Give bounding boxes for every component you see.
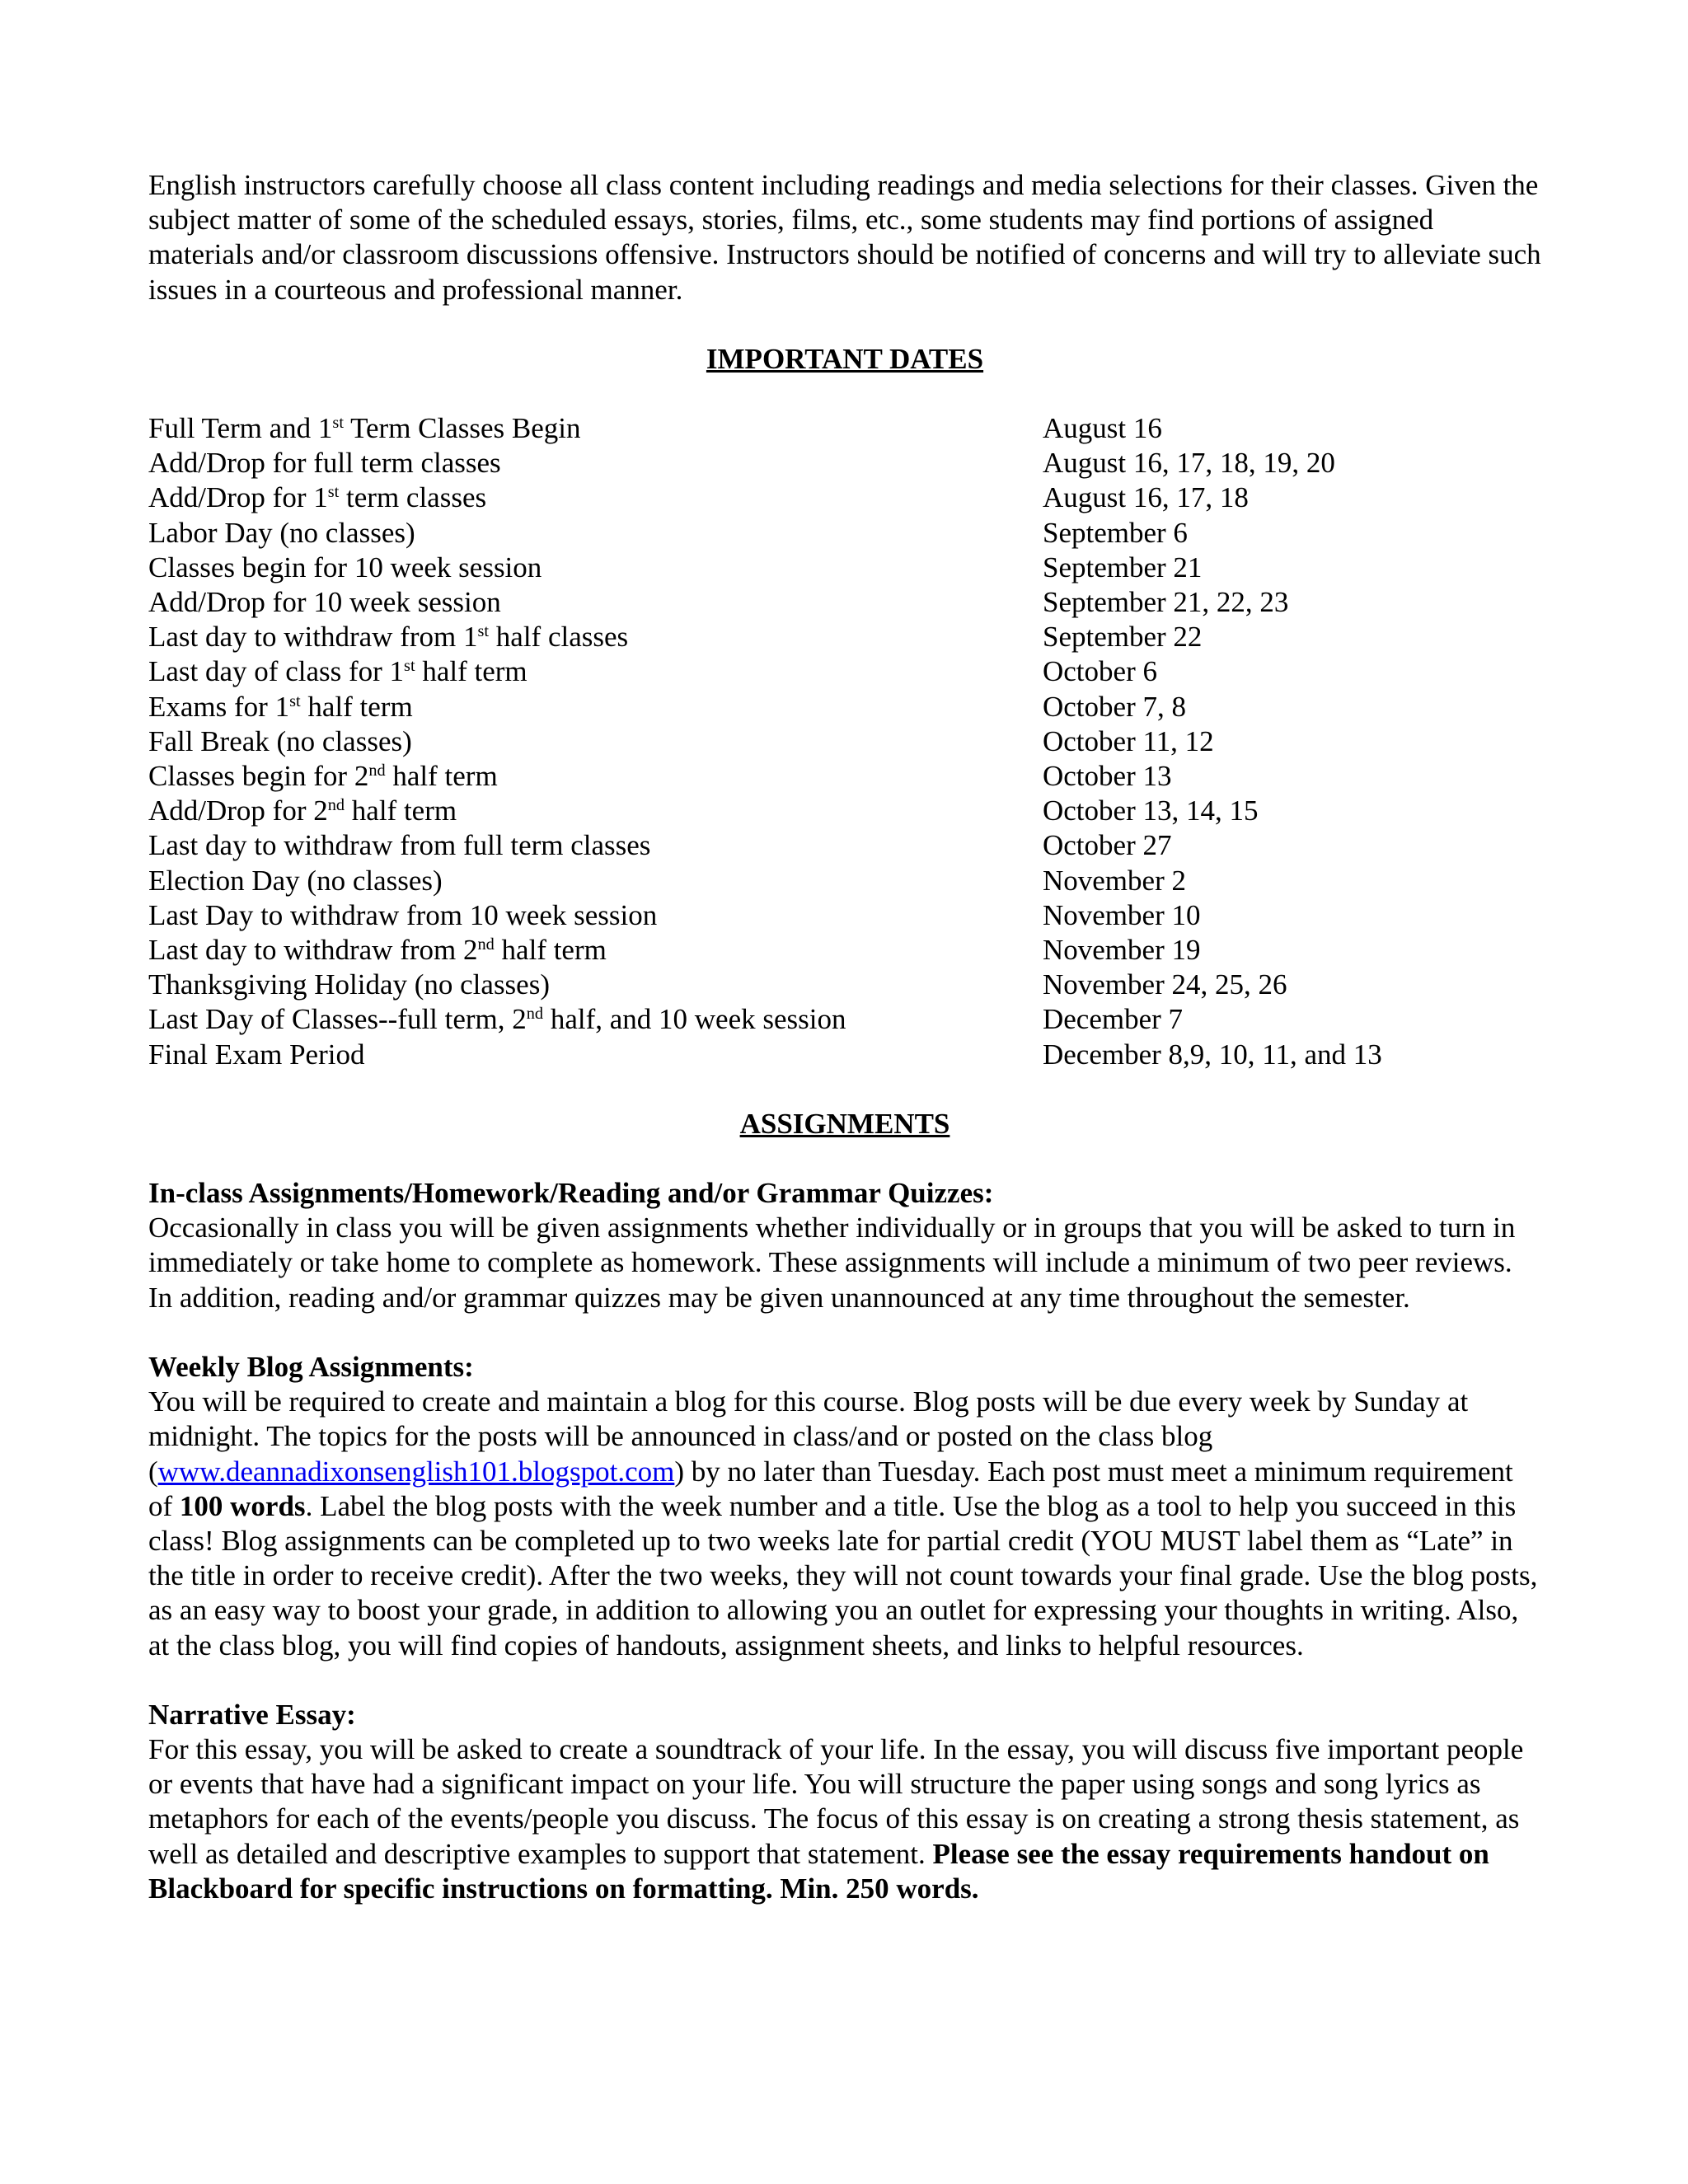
- ordinal-suffix: st: [327, 483, 340, 502]
- date-row: [148, 1038, 1541, 1072]
- date-event-text: Fall Break (no classes): [148, 724, 412, 757]
- date-event-text: Add/Drop for 10 week session: [148, 586, 501, 619]
- date-value: September 21, 22, 23: [1043, 586, 1289, 619]
- date-value: November 24, 25, 26: [1043, 968, 1287, 1001]
- blog-heading: Weekly Blog Assignments:: [148, 1350, 474, 1383]
- date-event-text-tail: Term Classes Begin: [343, 412, 581, 445]
- date-event-text: Labor Day (no classes): [148, 516, 415, 549]
- ordinal-suffix: st: [477, 622, 490, 641]
- date-event: [148, 516, 1043, 551]
- date-value: November 10: [1043, 898, 1201, 931]
- blog-text-part-3: . Label the blog posts with the week number and a title. Use the blog as a tool to help you succeed in this class! Blog assignments can be completed up to two weeks late for partial credit (YOU MUST label them as “Late” in the title in order to receive credit). After the two weeks, they will not count towards your final grade. Use the blog posts, as an easy way to boost your grade, in addition to allowing you an outlet for expressing your thoughts in writing. Also, at the class blog, you will find copies of handouts, assignment sheets, and links to helpful resources.: [148, 1489, 1538, 1661]
- date-row: [148, 620, 1541, 654]
- date-row: [148, 1002, 1541, 1037]
- date-value: August 16: [1043, 412, 1162, 445]
- date-row: [148, 933, 1541, 968]
- date-event-text: Add/Drop for 2: [148, 794, 328, 827]
- date-row: [148, 480, 1541, 515]
- narrative-requirements: Please see the essay requirements handout on Blackboard for specific instructions on formatting. Min. 250 words.: [148, 1837, 1489, 1905]
- date-event: [148, 620, 1043, 654]
- date-row: [148, 759, 1541, 794]
- date-value: August 16, 17, 18: [1043, 481, 1249, 514]
- date-event-text-tail: half term: [345, 794, 457, 827]
- date-event-text-tail: half term: [415, 655, 528, 688]
- date-event-text-tail: half term: [494, 934, 607, 967]
- date-row: [148, 516, 1541, 551]
- date-event: [148, 864, 1043, 898]
- date-value: September 21: [1043, 551, 1203, 583]
- date-event: [148, 411, 1043, 446]
- date-event: [148, 898, 1043, 933]
- date-event: [148, 828, 1043, 863]
- important-dates-title: IMPORTANT DATES: [706, 342, 984, 375]
- narrative-heading: Narrative Essay:: [148, 1698, 356, 1731]
- date-value: October 7, 8: [1043, 690, 1186, 723]
- date-row: [148, 968, 1541, 1002]
- date-event: [148, 480, 1043, 515]
- date-row: [148, 828, 1541, 863]
- date-row: [148, 690, 1541, 724]
- blog-text-part-2: ) by no later than Tuesday. Each post must meet a minimum requirement of: [148, 1455, 1513, 1522]
- date-event: [148, 1038, 1043, 1072]
- date-row: [148, 411, 1541, 446]
- important-dates-table: [148, 411, 1541, 1072]
- date-row: [148, 585, 1541, 620]
- ordinal-suffix: st: [404, 657, 415, 676]
- date-value: August 16, 17, 18, 19, 20: [1043, 447, 1335, 480]
- inclass-text: Occasionally in class you will be given assignments whether individually or in groups that you will be asked to turn in immediately or take home to complete as homework. These assignments will include a minimum of two peer reviews. In addition, reading and/or grammar quizzes may be given unannounced at any time throughout the semester.: [148, 1212, 1516, 1314]
- date-event: [148, 551, 1043, 585]
- date-row: [148, 864, 1541, 898]
- date-event: [148, 724, 1043, 759]
- date-event: [148, 933, 1043, 968]
- date-event-text: Last Day to withdraw from 10 week session: [148, 898, 658, 931]
- intro-paragraph: English instructors carefully choose all class content including readings and media selections for their classes. Given the subject matter of some of the scheduled essays, stories, films, etc., some students may find portions of assigned materials and/or classroom discussions offensive. Instructors should be notified of concerns and will try to alleviate such issues in a courteous and professional manner.: [148, 169, 1541, 306]
- ordinal-suffix: nd: [327, 796, 345, 815]
- document-page: [148, 168, 1541, 1941]
- blog-section: [148, 1350, 1541, 1663]
- date-event-text: Thanksgiving Holiday (no classes): [148, 968, 550, 1001]
- date-event: [148, 759, 1043, 794]
- date-value: November 2: [1043, 864, 1186, 897]
- date-event: [148, 794, 1043, 828]
- date-value: December 8,9, 10, 11, and 13: [1043, 1038, 1382, 1071]
- blog-word-requirement: 100 words: [179, 1489, 306, 1522]
- blog-text-part-1: You will be required to create and maintain a blog for this course. Blog posts will be due every week by Sunday at midnight. The topics for the posts will be announced in class/and or posted on the class blog (: [148, 1385, 1469, 1488]
- date-event: [148, 968, 1043, 1002]
- date-event: [148, 585, 1043, 620]
- date-event-text-tail: half term: [300, 690, 413, 723]
- date-event-text: Election Day (no classes): [148, 864, 443, 897]
- ordinal-suffix: nd: [477, 935, 495, 954]
- date-event-text: Add/Drop for full term classes: [148, 447, 501, 480]
- date-event-text: Classes begin for 10 week session: [148, 551, 542, 583]
- ordinal-suffix: st: [332, 413, 344, 432]
- date-event-text-tail: half classes: [489, 621, 629, 654]
- assignments-title: ASSIGNMENTS: [739, 1107, 950, 1140]
- date-event-text-tail: half term: [385, 760, 498, 793]
- date-row: [148, 898, 1541, 933]
- date-event-text: Last day to withdraw from full term classes: [148, 829, 651, 862]
- date-event-text: Last day to withdraw from 2: [148, 934, 478, 967]
- date-event-text: Add/Drop for 1: [148, 481, 328, 514]
- date-row: [148, 551, 1541, 585]
- date-event-text: Last day of class for 1: [148, 655, 405, 688]
- date-value: September 22: [1043, 621, 1203, 654]
- date-value: October 6: [1043, 655, 1157, 688]
- date-event-text: Last day to withdraw from 1: [148, 621, 478, 654]
- narrative-section: [148, 1698, 1541, 1906]
- date-row: [148, 724, 1541, 759]
- ordinal-suffix: nd: [526, 1005, 544, 1024]
- ordinal-suffix: st: [289, 691, 301, 710]
- date-value: October 11, 12: [1043, 724, 1214, 757]
- blog-text: [148, 1385, 1541, 1663]
- date-value: December 7: [1043, 1003, 1184, 1036]
- narrative-text: [148, 1732, 1541, 1906]
- inclass-heading: In-class Assignments/Homework/Reading and/or Grammar Quizzes:: [148, 1177, 994, 1210]
- date-event: [148, 446, 1043, 480]
- inclass-section: [148, 1176, 1541, 1315]
- ordinal-suffix: nd: [368, 761, 386, 780]
- date-event-text-tail: half, and 10 week session: [543, 1003, 846, 1036]
- narrative-text-body: For this essay, you will be asked to create a soundtrack of your life. In the essay, you will discuss five important people or events that have had a significant impact on your life. You will structure the paper using songs and song lyrics as metaphors for each of the events/people you discuss. The focus of this essay is on creating a strong thesis statement, as well as detailed and descriptive examples to support that statement.: [148, 1732, 1524, 1870]
- dates-table-body: [148, 411, 1541, 1072]
- date-event: [148, 690, 1043, 724]
- date-event: [148, 654, 1043, 689]
- blog-link[interactable]: www.deannadixonsenglish101.blogspot.com: [157, 1455, 675, 1488]
- date-value: October 27: [1043, 829, 1172, 862]
- date-event-text: Final Exam Period: [148, 1038, 365, 1071]
- date-value: October 13: [1043, 760, 1172, 793]
- date-event-text: Classes begin for 2: [148, 760, 369, 793]
- date-row: [148, 794, 1541, 828]
- date-event-text-tail: term classes: [339, 481, 487, 514]
- date-row: [148, 654, 1541, 689]
- date-row: [148, 446, 1541, 480]
- date-value: October 13, 14, 15: [1043, 794, 1259, 827]
- date-value: November 19: [1043, 934, 1201, 967]
- date-event-text: Last Day of Classes--full term, 2: [148, 1003, 527, 1036]
- date-value: September 6: [1043, 516, 1188, 549]
- date-event-text: Full Term and 1: [148, 412, 333, 445]
- date-event: [148, 1002, 1043, 1037]
- date-event-text: Exams for 1: [148, 690, 290, 723]
